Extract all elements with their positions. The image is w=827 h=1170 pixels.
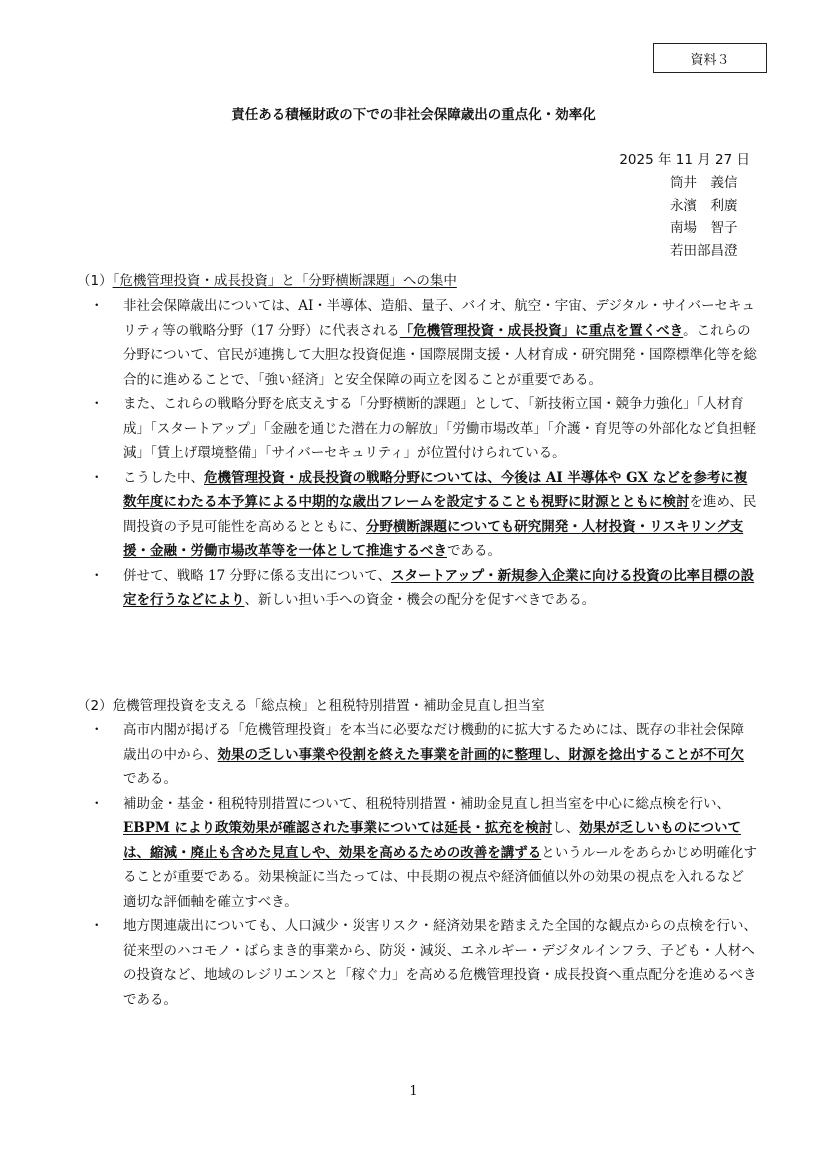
document-date: 2025 年 11 月 27 日: [619, 152, 750, 168]
body-text: こうした中、: [123, 469, 204, 486]
bullet-text: [123, 470, 756, 560]
bullet-item: [77, 914, 757, 1012]
author-name: 永濱 利廣: [670, 197, 738, 214]
bullet-mark: ・: [90, 722, 104, 738]
bullet-mark: ・: [90, 298, 104, 314]
body-text: し、: [552, 820, 580, 836]
emphasis-text: 効果が乏しいものについては、縮減・廃止も含めた見直しや、効果を高めるための改善を講ずる: [123, 820, 741, 861]
section-1-heading-number: （1）: [77, 273, 113, 289]
emphasis-text: 効果の乏しい事業や役割を終えた事業を計画的に整理し、財源を捻出することが不可欠: [217, 746, 744, 763]
bullet-item: [77, 392, 757, 466]
bullet-text: [123, 918, 757, 1008]
body-text: また、これらの戦略分野を底支えする「分野横断的課題」として、「新技術立国・競争力強化」「人材育成」「スタートアップ」「金融を通じた潜在力の解放」「労働市場改革」「介護・育児等の外部化など負担軽減」「賃上げ環境整備」「サイバーセキュリティ」が位置付けられている。: [123, 396, 757, 461]
emphasis-text: EBPM により政策効果が確認された事業については延長・拡充を検討: [123, 820, 553, 836]
body-text: である。: [123, 771, 177, 787]
author-name: 筒井 義信: [670, 175, 738, 191]
document-label-box: [653, 43, 767, 73]
body-text: 高市内閣が掲げる「危機管理投資」を本当に必要なだけ機動的に拡大するためには、既存の非社会保障歳出の中から、: [123, 722, 744, 763]
emphasis-text: 「危機管理投資・成長投資」に重点を置くべき: [399, 322, 684, 339]
body-text: である。: [447, 543, 501, 559]
emphasis-text: 分野横断課題についても研究開発・人材投資・リスキリング支援・金融・労働市場改革等を一体として推進するべき: [123, 518, 744, 559]
bullet-mark: ・: [90, 396, 104, 412]
section-2-bullets: [77, 718, 757, 1012]
emphasis-text: 危機管理投資・成長投資の戦略分野については、今後は AI 半導体や GX などを参考に複数年度にわたる本予算による中期的な歳出フレームを設定することも視野に財源とともに検討: [123, 469, 748, 510]
emphasis-text: スタートアップ・新規参入企業に向ける投資の比率目標の設定を行うなどにより: [123, 567, 755, 608]
bullet-text: [123, 796, 757, 910]
bullet-text: [123, 396, 756, 461]
author-name: 若田部昌澄: [670, 242, 738, 259]
bullet-mark: ・: [90, 918, 104, 934]
page-number: 1: [409, 1084, 418, 1099]
bullet-text: [123, 568, 754, 609]
bullet-text: [123, 722, 744, 787]
section-2-heading: （2）危機管理投資を支える「総点検」と租税特別措置・補助金見直し担当室: [77, 698, 545, 714]
bullet-mark: ・: [90, 795, 104, 812]
section-1-bullets: [77, 294, 757, 613]
author-name: 南場 智子: [670, 220, 738, 236]
author-list: [670, 172, 738, 262]
bullet-mark: ・: [90, 567, 104, 584]
body-text: 地方関連歳出についても、人口減少・災害リスク・経済効果を踏まえた全国的な観点からの点検を行い、従来型のハコモノ・ばらまき的事業から、防災・減災、エネルギー・デジタルインフラ、子ども・人材への投資など、地域のレジリエンスと「稼ぐ力」を高める危機管理投資・成長投資へ重点配分を進めるべきである。: [123, 918, 757, 1008]
body-text: 非社会保障歳出については、AI・半導体、造船、量子、バイオ、航空・宇宙、デジタル・サイバーセキュリティ等の戦略分野（17 分野）に代表される: [123, 298, 755, 339]
body-text: 、新しい担い手への資金・機会の配分を促すべきである。: [244, 592, 596, 608]
body-text: 。これらの分野について、官民が連携して大胆な投資促進・国際展開支援・人材育成・研究開発・国際標準化等を総合的に進めることで、「強い経済」と安全保障の両立を図ることが重要である。: [123, 322, 757, 388]
body-text: というルールをあらかじめ明確化することが重要である。効果検証に当たっては、中長期の視点や経済価値以外の効果の視点を入れるなど適切な評価軸を確立すべき。: [123, 844, 757, 910]
bullet-mark: ・: [90, 469, 104, 486]
body-text: を進め、民間投資の予見可能性を高めるとともに、: [123, 494, 757, 535]
section-1-heading: [77, 269, 457, 289]
body-text: 併せて、戦略 17 分野に係る支出について、: [123, 567, 391, 584]
section-1-heading-text: 「危機管理投資・成長投資」と「分野横断課題」への集中: [112, 273, 457, 289]
bullet-item: [77, 718, 757, 792]
bullet-item: [77, 792, 757, 915]
bullet-item: [77, 466, 757, 564]
body-text: 補助金・基金・租税特別措置について、租税特別措置・補助金見直し担当室を中心に総点検を行い、: [123, 795, 730, 812]
bullet-item: [77, 564, 757, 613]
document-title: 責任ある積極財政の下での非社会保障歳出の重点化・効率化: [231, 107, 596, 123]
document-label: 資料３: [690, 52, 730, 68]
bullet-item: [77, 294, 757, 392]
bullet-text: [123, 298, 757, 388]
